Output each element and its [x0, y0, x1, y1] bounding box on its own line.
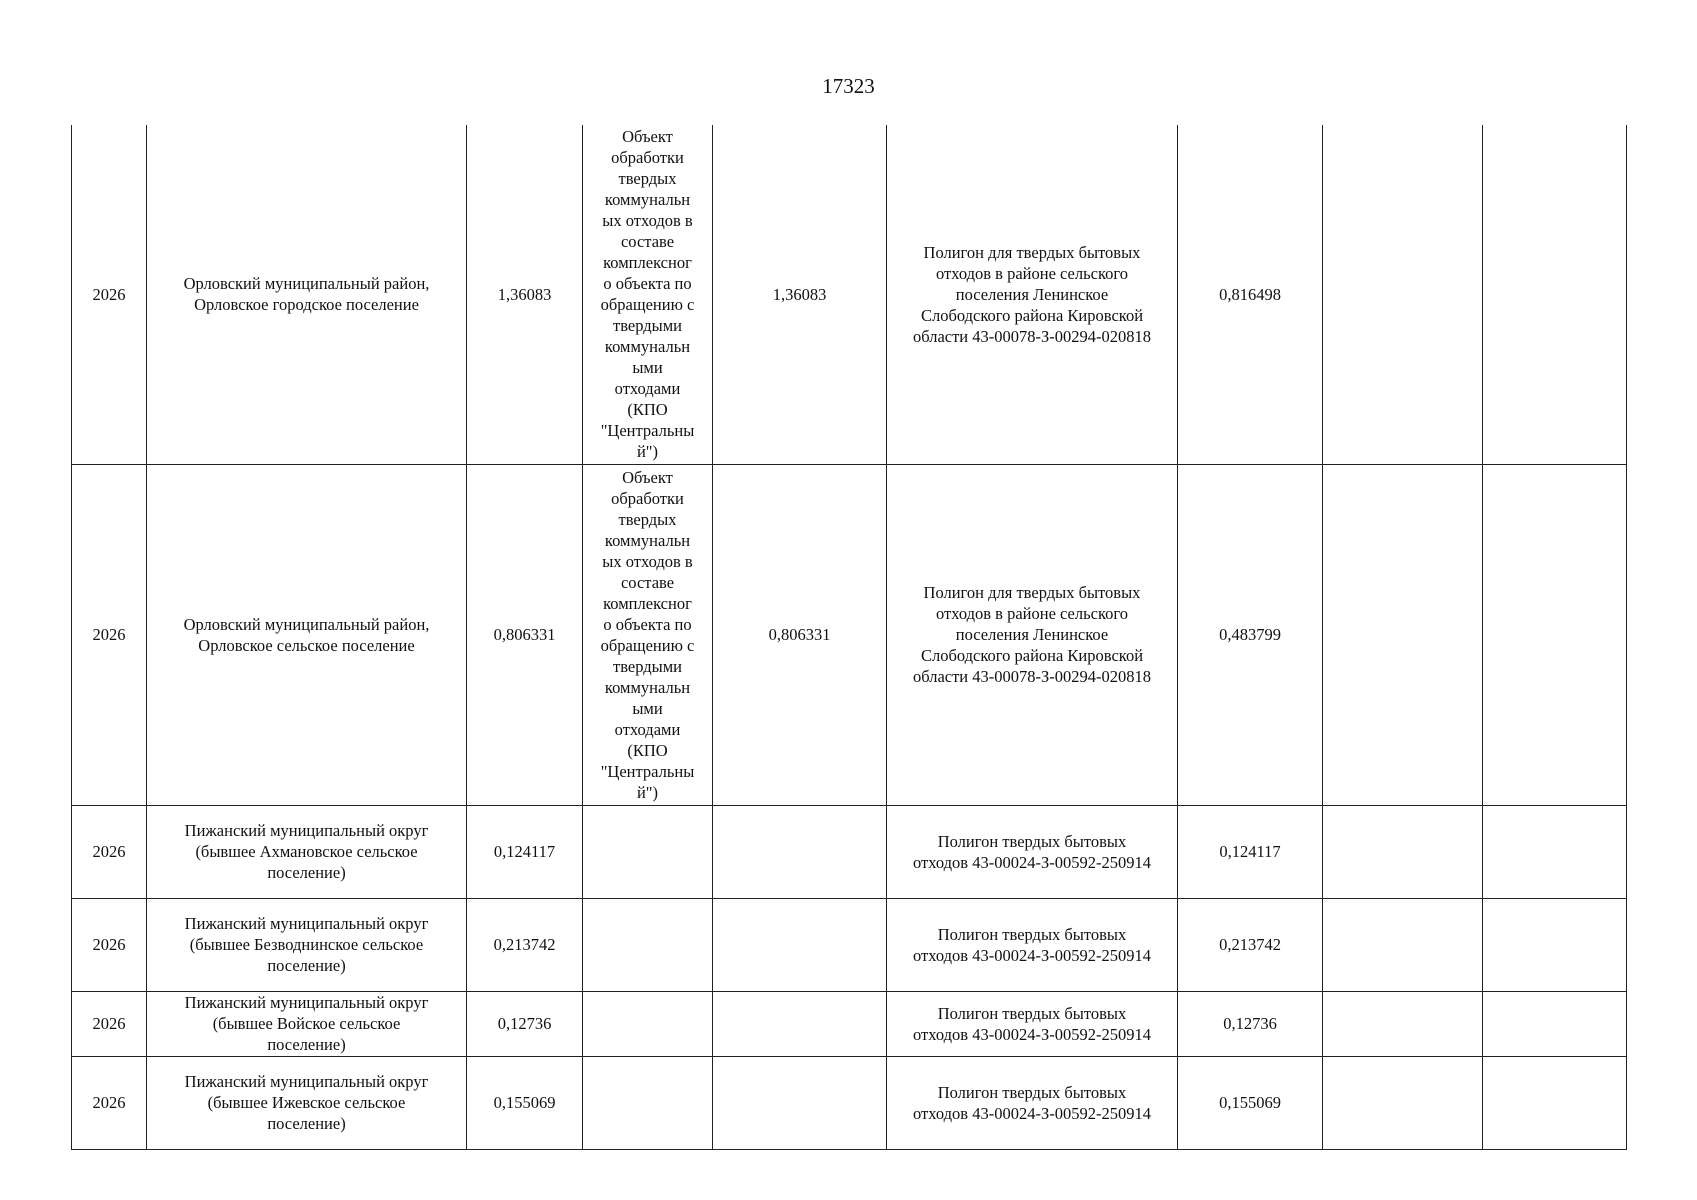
waste-flow-table	[71, 125, 1627, 1150]
empty-cell	[1483, 125, 1627, 464]
disposal-mass-cell: 0,124117	[1178, 805, 1323, 898]
territory-cell: Пижанский муниципальный округ (бывшее Безводнинское сельское поселение)	[147, 898, 467, 991]
disposal-object-cell: Полигон твердых бытовых отходов 43-00024-З-00592-250914	[887, 805, 1178, 898]
processing-mass-cell: 1,36083	[713, 125, 887, 464]
table-row	[72, 1056, 1627, 1149]
mass-cell: 0,12736	[467, 991, 583, 1056]
year-cell: 2026	[72, 805, 147, 898]
disposal-mass-cell: 0,155069	[1178, 1056, 1323, 1149]
mass-cell: 0,124117	[467, 805, 583, 898]
processing-mass-cell: 0,806331	[713, 464, 887, 805]
empty-cell	[1483, 991, 1627, 1056]
disposal-mass-cell: 0,816498	[1178, 125, 1323, 464]
disposal-mass-cell: 0,12736	[1178, 991, 1323, 1056]
empty-cell	[1323, 1056, 1483, 1149]
empty-cell	[1483, 805, 1627, 898]
processing-object-cell	[583, 805, 713, 898]
territory-cell: Пижанский муниципальный округ (бывшее Ижевское сельское поселение)	[147, 1056, 467, 1149]
processing-object-cell: Объект обработки твердых коммунальн ых отходов в составе комплексног о объекта по обращению с твердыми коммунальн ыми отходами (КПО "Центральны й")	[583, 125, 713, 464]
empty-cell	[1483, 464, 1627, 805]
territory-cell: Орловский муниципальный район, Орловское сельское поселение	[147, 464, 467, 805]
processing-mass-cell	[713, 991, 887, 1056]
empty-cell	[1323, 464, 1483, 805]
processing-object-cell	[583, 991, 713, 1056]
disposal-object-cell: Полигон для твердых бытовых отходов в районе сельского поселения Ленинское Слободского района Кировской области 43-00078-З-00294-020818	[887, 464, 1178, 805]
empty-cell	[1323, 898, 1483, 991]
year-cell: 2026	[72, 1056, 147, 1149]
mass-cell: 0,806331	[467, 464, 583, 805]
empty-cell	[1483, 898, 1627, 991]
mass-cell: 0,213742	[467, 898, 583, 991]
processing-mass-cell	[713, 898, 887, 991]
empty-cell	[1323, 805, 1483, 898]
disposal-object-cell: Полигон твердых бытовых отходов 43-00024-З-00592-250914	[887, 991, 1178, 1056]
processing-object-cell	[583, 1056, 713, 1149]
year-cell: 2026	[72, 898, 147, 991]
year-cell: 2026	[72, 464, 147, 805]
processing-mass-cell	[713, 805, 887, 898]
mass-cell: 0,155069	[467, 1056, 583, 1149]
processing-mass-cell	[713, 1056, 887, 1149]
table-row	[72, 991, 1627, 1056]
disposal-mass-cell: 0,213742	[1178, 898, 1323, 991]
year-cell: 2026	[72, 991, 147, 1056]
processing-object-cell	[583, 898, 713, 991]
mass-cell: 1,36083	[467, 125, 583, 464]
table-row	[72, 805, 1627, 898]
disposal-object-cell: Полигон твердых бытовых отходов 43-00024-З-00592-250914	[887, 898, 1178, 991]
empty-cell	[1483, 1056, 1627, 1149]
table-row	[72, 898, 1627, 991]
table-row	[72, 125, 1627, 464]
empty-cell	[1323, 991, 1483, 1056]
year-cell: 2026	[72, 125, 147, 464]
page-number: 17323	[822, 74, 875, 98]
disposal-object-cell: Полигон для твердых бытовых отходов в районе сельского поселения Ленинское Слободского района Кировской области 43-00078-З-00294-020818	[887, 125, 1178, 464]
disposal-object-cell: Полигон твердых бытовых отходов 43-00024-З-00592-250914	[887, 1056, 1178, 1149]
disposal-mass-cell: 0,483799	[1178, 464, 1323, 805]
processing-object-cell: Объект обработки твердых коммунальн ых отходов в составе комплексног о объекта по обращению с твердыми коммунальн ыми отходами (КПО "Центральны й")	[583, 464, 713, 805]
territory-cell: Пижанский муниципальный округ (бывшее Войское сельское поселение)	[147, 991, 467, 1056]
territory-cell: Пижанский муниципальный округ (бывшее Ахмановское сельское поселение)	[147, 805, 467, 898]
empty-cell	[1323, 125, 1483, 464]
table-row	[72, 464, 1627, 805]
territory-cell: Орловский муниципальный район, Орловское городское поселение	[147, 125, 467, 464]
